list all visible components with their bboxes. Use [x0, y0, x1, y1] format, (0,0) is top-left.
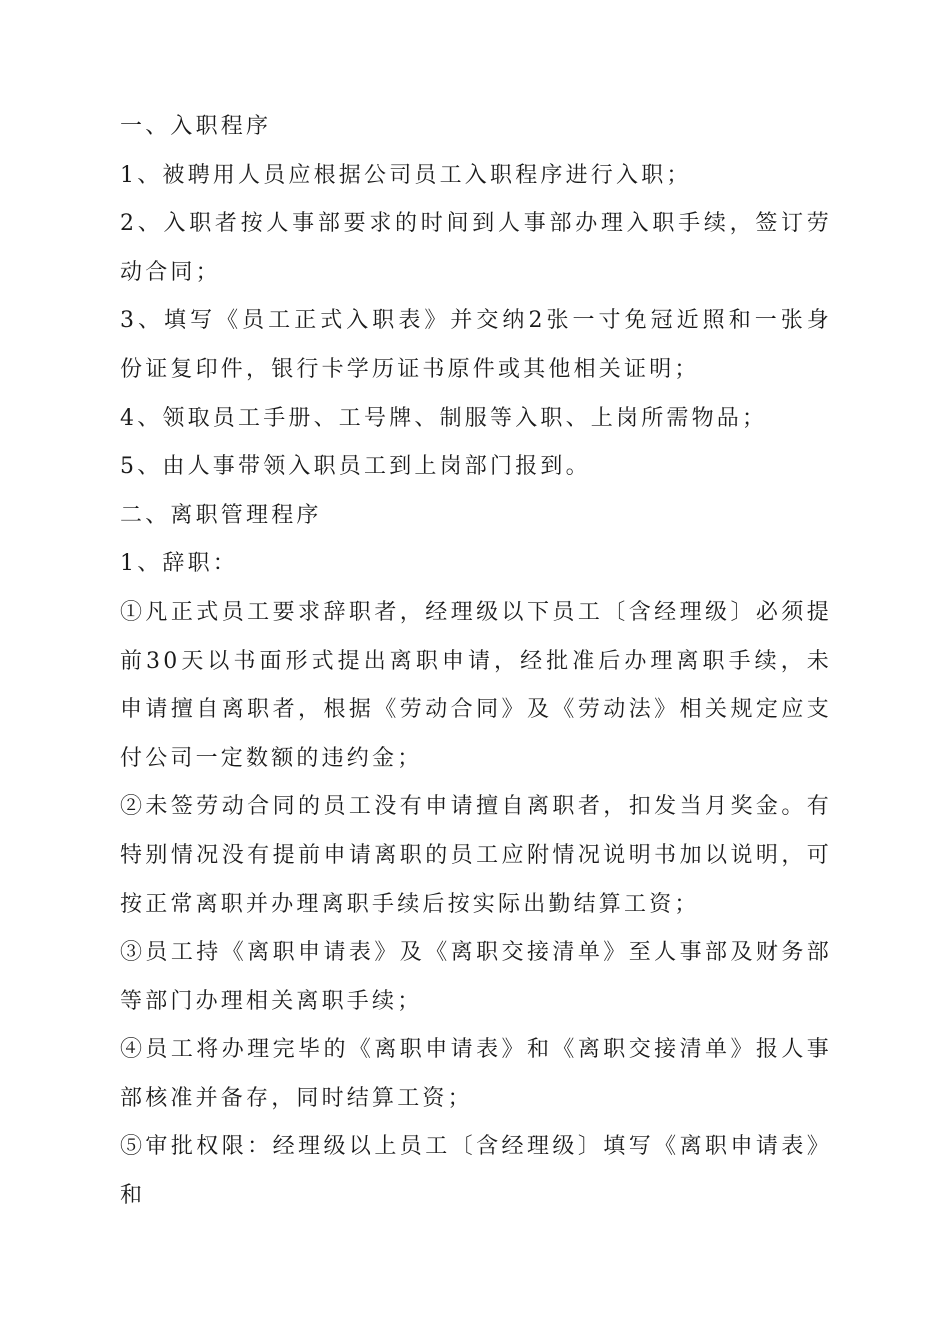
resignation-item-2: ②未签劳动合同的员工没有申请擅自离职者，扣发当月奖金。有特别情况没有提前申请离职的员工应附情况说明书加以说明，可按正常离职并办理离职手续后按实际出勤结算工资； [120, 794, 832, 917]
onboarding-step-4: 4、领取员工手册、工号牌、制服等入职、上岗所需物品； [120, 405, 768, 431]
onboarding-step-3: 3、填写《员工正式入职表》并交纳2张一寸免冠近照和一张身份证复印件，银行卡学历证书原件或其他相关证明； [120, 308, 832, 382]
resignation-subheading: 1、辞职： [120, 551, 238, 577]
section-heading-resignation: 二、离职管理程序 [120, 502, 322, 528]
resignation-item-3: ③员工持《离职申请表》及《离职交接清单》至人事部及财务部等部门办理相关离职手续； [120, 940, 832, 1014]
onboarding-step-1: 1、被聘用人员应根据公司员工入职程序进行入职； [120, 162, 692, 188]
document-body [120, 103, 832, 1221]
onboarding-step-5: 5、由人事带领入职员工到上岗部门报到。 [120, 454, 591, 480]
resignation-item-5: ⑤审批权限：经理级以上员工〔含经理级〕填写《离职申请表》和 [120, 1134, 832, 1209]
resignation-item-1: ①凡正式员工要求辞职者，经理级以下员工〔含经理级〕必须提前30天以书面形式提出离职申请，经批准后办理离职手续，未申请擅自离职者，根据《劳动合同》及《劳动法》相关规定应支付公司一定数额的违约金； [120, 599, 832, 771]
resignation-item-4: ④员工将办理完毕的《离职申请表》和《离职交接清单》报人事部核准并备存，同时结算工资； [120, 1037, 832, 1111]
section-heading-onboarding: 一、入职程序 [120, 114, 272, 139]
onboarding-step-2: 2、入职者按人事部要求的时间到人事部办理入职手续，签订劳动合同； [120, 211, 832, 285]
